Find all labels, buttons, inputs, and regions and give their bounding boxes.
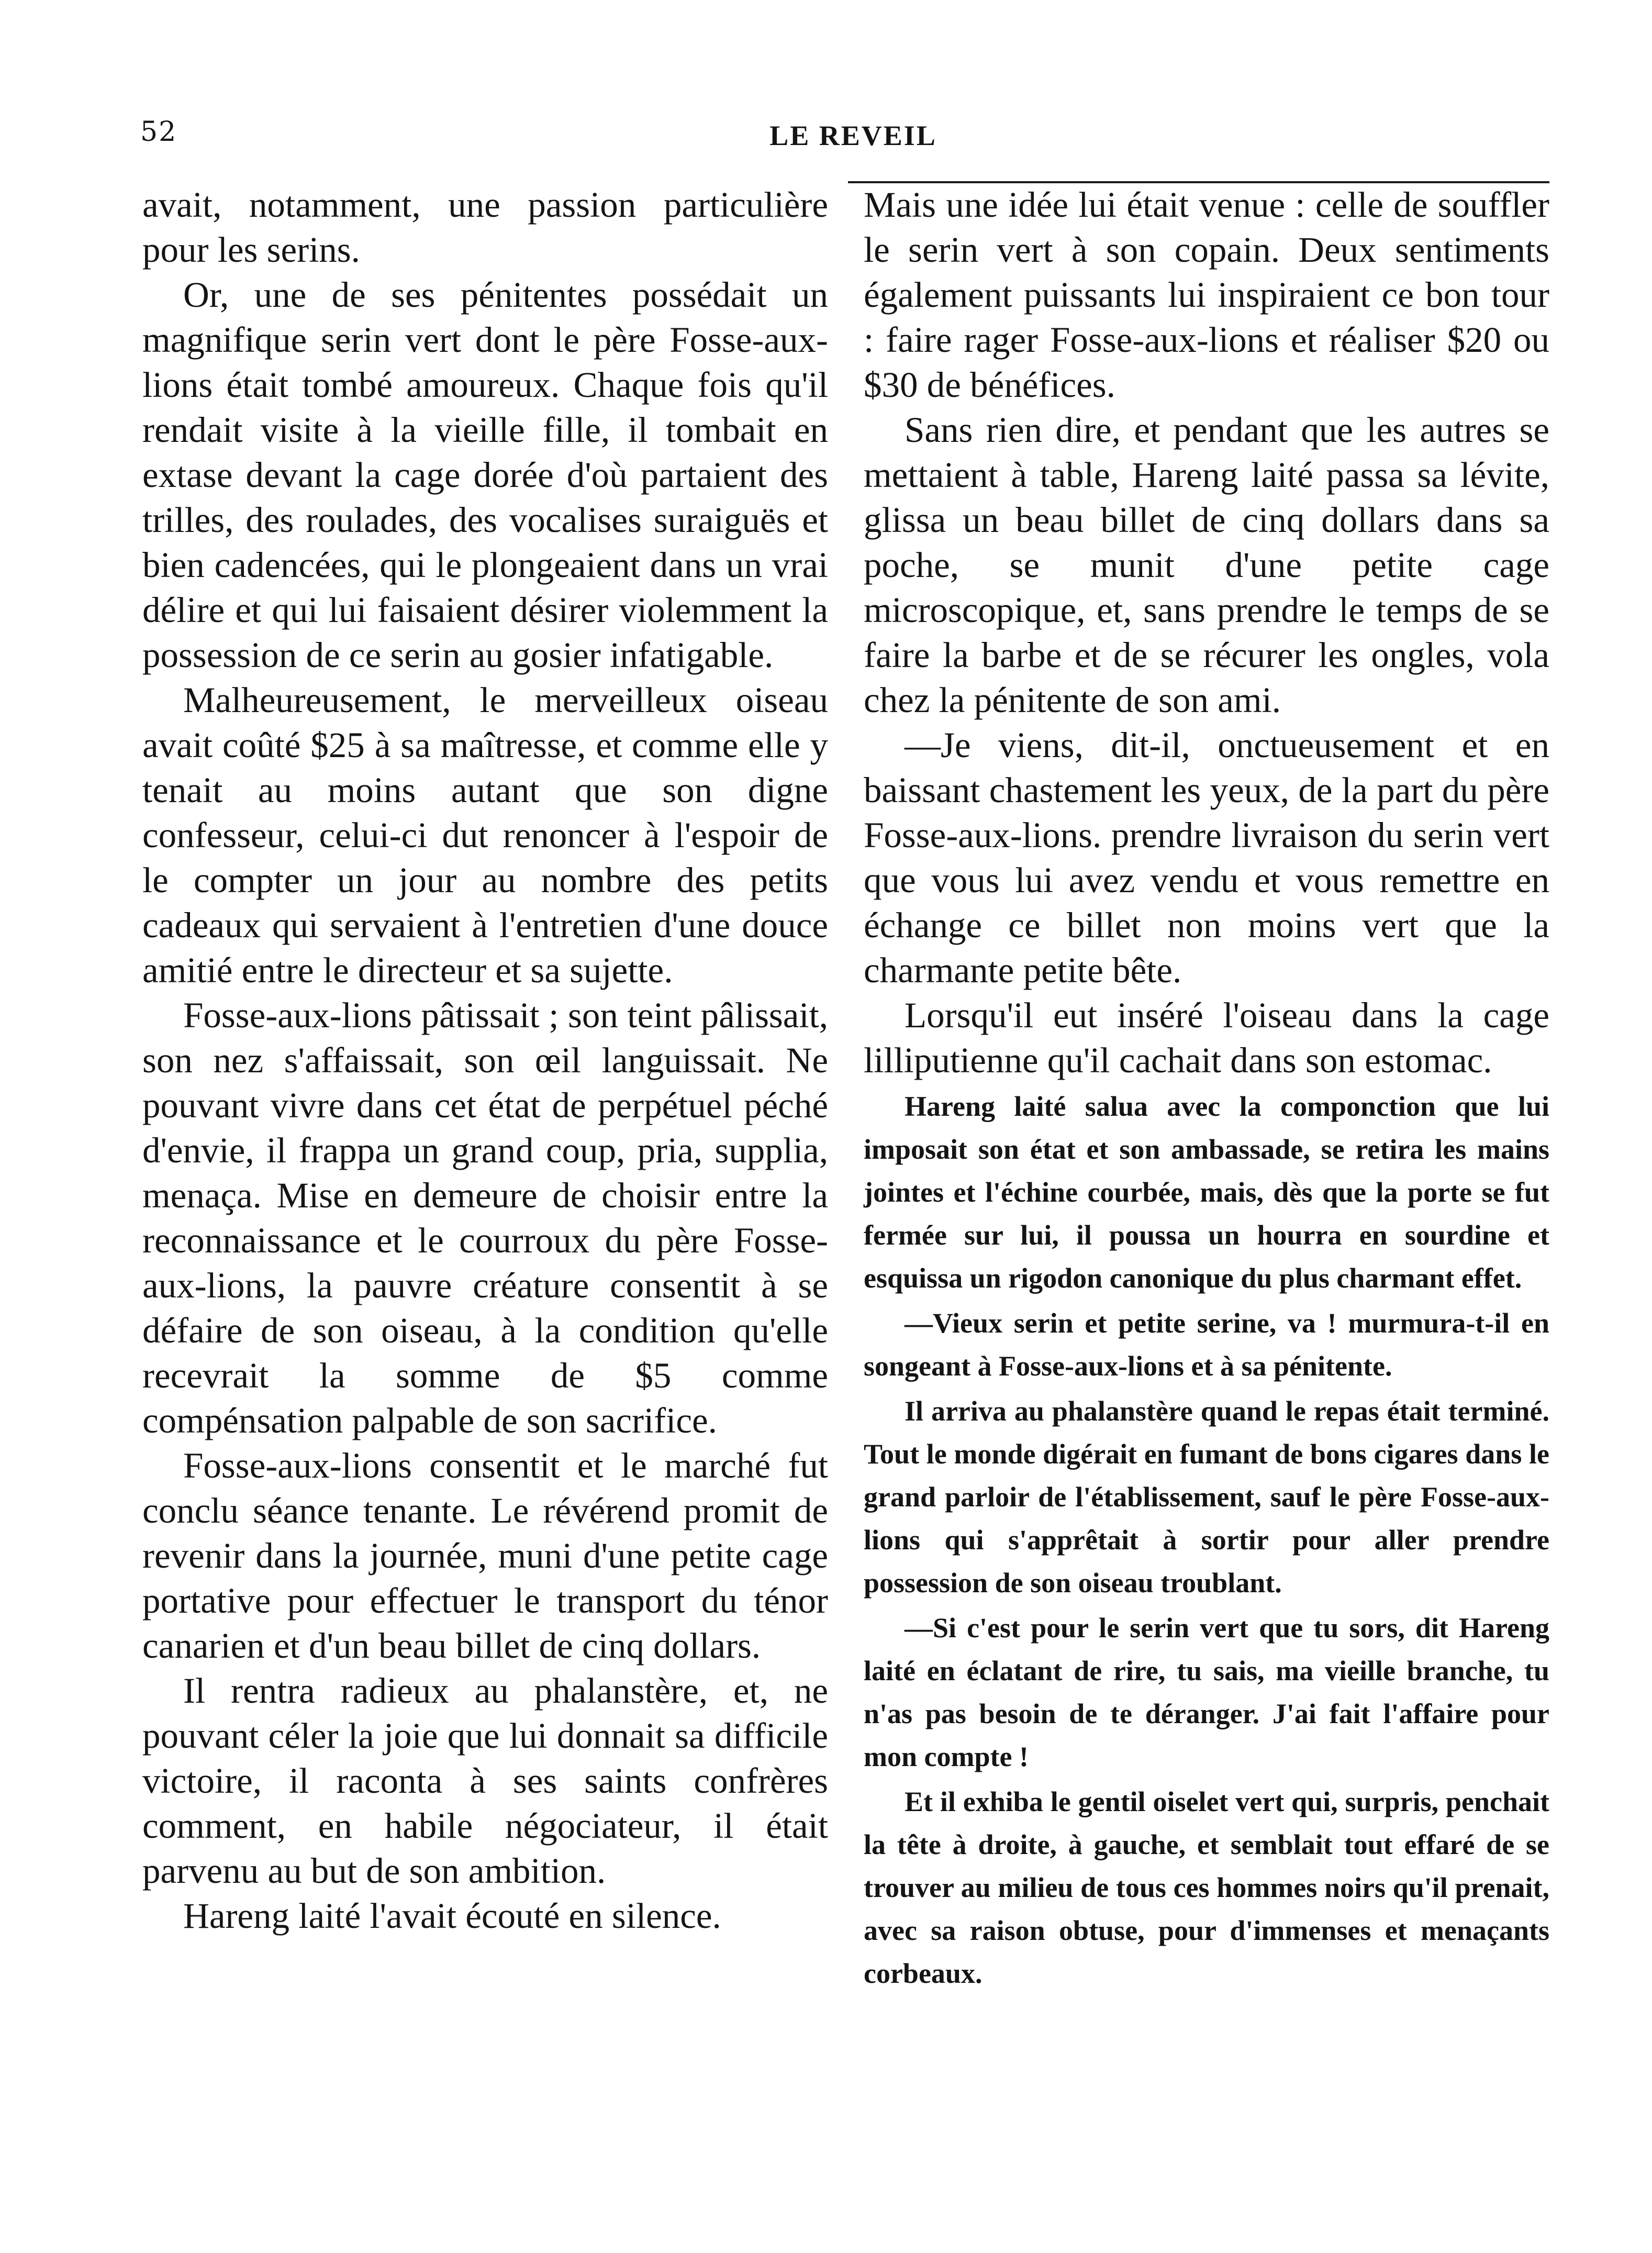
paragraph: Il rentra radieux au phalanstère, et, ne pouvant céler la joie que lui donnait sa difficile victoire, il raconta à ses saints confrères comment, en habile négociateur, il était parvenu au but de son ambition. <box>142 1671 828 1891</box>
paragraph: —Je viens, dit-il, onctueusement et en baissant chastement les yeux, de la part du père Fosse-aux-lions. prendre livraison du serin vert que vous lui avez vendu et vous remettre en échange ce billet non moins vert que la charmante petite bête. <box>864 725 1549 990</box>
small-paragraph: Hareng laité salua avec la componction que lui imposait son état et son ambassade, se retira les mains jointes et l'échine courbée, mais, dès que la porte se fut fermée sur lui, il poussa un hourra en sourdine et esquissa un rigodon canonique du plus charmant effet. <box>864 1091 1549 1294</box>
small-paragraph: —Si c'est pour le serin vert que tu sors, dit Hareng laité en éclatant de rire, tu sais, ma vieille branche, tu n'as pas besoin de te déranger. J'ai fait l'affaire pour mon compte ! <box>864 1612 1549 1772</box>
right-column <box>864 182 1549 1995</box>
small-paragraph: Il arriva au phalanstère quand le repas était terminé. Tout le monde digérait en fumant de bons cigares dans le grand parloir de l'établissement, sauf le père Fosse-aux-lions qui s'apprêtait à sortir pour aller prendre possession de son oiseau troublant. <box>864 1395 1549 1599</box>
paragraph: Fosse-aux-lions consentit et le marché fut conclu séance tenante. Le révérend promit de revenir dans la journée, muni d'une petite cage portative pour effectuer le transport du ténor canarien et d'un beau billet de cinq dollars. <box>142 1446 828 1666</box>
paragraph: Mais une idée lui était venue : celle de souffler le serin vert à son copain. Deux sentiments également puissants lui inspiraient ce bon tour : faire rager Fosse-aux-lions et réaliser $20 ou $30 de bénéfices. <box>864 185 1549 405</box>
left-column <box>142 182 828 1938</box>
running-title: LE REVEIL <box>769 120 937 151</box>
paragraph: Sans rien dire, et pendant que les autres se mettaient à table, Hareng laité passa sa lévite, glissa un beau billet de cinq dollars dans sa poche, se munit d'une petite cage microscopique, et, sans prendre le temps de se faire la barbe et de se récurer les ongles, vola chez la pénitente de son ami. <box>864 410 1549 720</box>
paragraph: Fosse-aux-lions pâtissait ; son teint pâlissait, son nez s'affaissait, son œil languissait. Ne pouvant vivre dans cet état de perpétuel péché d'envie, il frappa un grand coup, pria, supplia, menaça. Mise en demeure de choisir entre la reconnaissance et le courroux du père Fosse-aux-lions, la pauvre créature consentit à se défaire de son oiseau, à la condition qu'elle recevrait la somme de $5 comme compénsation palpable de son sacrifice. <box>142 995 828 1440</box>
paragraph: Malheureusement, le merveilleux oiseau avait coûté $25 à sa maîtresse, et comme elle y tenait au moins autant que son digne confesseur, celui-ci dut renoncer à l'espoir de le compter un jour au nombre des petits cadeaux qui servaient à l'entretien d'une douce amitié entre le directeur et sa sujette. <box>142 680 828 990</box>
paragraph: Hareng laité l'avait écouté en silence. <box>183 1896 721 1936</box>
paragraph: Or, une de ses pénitentes possédait un magnifique serin vert dont le père Fosse-aux-lions était tombé amoureux. Chaque fois qu'il rendait visite à la vieille fille, il tombait en extase devant la cage dorée d'où partaient des trilles, des roulades, des vocalises suraiguës et bien cadencées, qui le plongeaient dans un vrai délire et qui lui faisaient désirer violemment la possession de ce serin au gosier infatigable. <box>142 275 828 675</box>
small-paragraph: Et il exhiba le gentil oiselet vert qui, surpris, penchait la tête à droite, à gauche, et semblait tout effaré de se trouver au milieu de tous ces hommes noirs qu'il prenait, avec sa raison obtuse, pour d'immenses et menaçants corbeaux. <box>864 1786 1549 1989</box>
page-number: 52 <box>140 116 177 148</box>
paragraph: avait, notamment, une passion particulière pour les serins. <box>142 185 828 270</box>
paragraph: Lorsqu'il eut inséré l'oiseau dans la cage lilliputienne qu'il cachait dans son estomac. <box>864 995 1549 1080</box>
small-paragraph: —Vieux serin et petite serine, va ! murmura-t-il en songeant à Fosse-aux-lions et à sa pénitente. <box>864 1307 1549 1382</box>
